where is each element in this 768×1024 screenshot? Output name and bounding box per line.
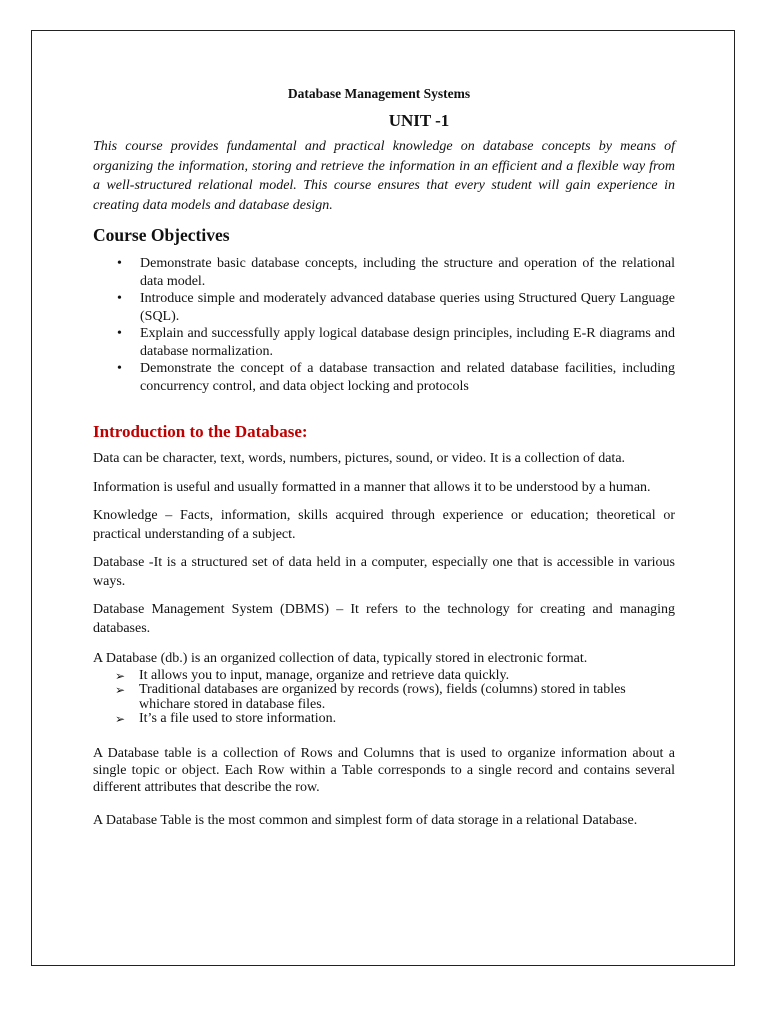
definition-information: Information is useful and usually formatted in a manner that allows it to be understood by a human.: [93, 479, 651, 495]
database-point: ➢ It allows you to input, manage, organize and retrieve data quickly.: [93, 669, 675, 684]
objectives-heading: Course Objectives: [93, 225, 230, 245]
table-paragraph-2: A Database Table is the most common and simplest form of data storage in a relational Database.: [93, 812, 638, 828]
intro-db-heading: Introduction to the Database:: [93, 422, 308, 441]
objective-item: • Introduce simple and moderately advanced database queries using Structured Query Language (SQL).: [93, 290, 675, 325]
objective-item: • Demonstrate the concept of a database transaction and related database facilities, including concurrency control, and data object locking and protocols: [93, 360, 675, 395]
database-points-list: [93, 669, 675, 727]
database-point: ➢ It’s a file used to store information.: [93, 712, 675, 727]
definition-database: Database -It is a structured set of data held in a computer, especially one that is accessible in various ways.: [93, 555, 675, 589]
definition-data: Data can be character, text, words, numbers, pictures, sound, or video. It is a collection of data.: [93, 451, 626, 466]
document-body: [93, 86, 675, 829]
objective-item: • Explain and successfully apply logical database design principles, including E-R diagrams and database normalization.: [93, 325, 675, 360]
course-intro: This course provides fundamental and practical knowledge on database concepts by means of organizing the information, storing and retrieve the information in an efficient and a flexible way from a well-structured relational model. This course ensures that every student will gain experience in creating data models and database design.: [93, 139, 675, 213]
table-paragraph: A Database table is a collection of Rows and Columns that is used to organize information about a single topic or object. Each Row within a Table corresponds to a single record and contains several different attributes that describe the row.: [93, 745, 675, 795]
objective-item: • Demonstrate basic database concepts, including the structure and operation of the relational data model.: [93, 255, 675, 290]
definition-knowledge: Knowledge – Facts, information, skills acquired through experience or education; theoretical or practical understanding of a subject.: [93, 508, 675, 542]
definition-dbms: Database Management System (DBMS) – It refers to the technology for creating and managing databases.: [93, 602, 675, 636]
database-paragraph: A Database (db.) is an organized collection of data, typically stored in electronic format.: [93, 651, 588, 666]
document-title: Database Management Systems: [287, 86, 471, 101]
objectives-list: [93, 255, 675, 395]
unit-heading: UNIT -1: [388, 111, 450, 130]
database-point: ➢ Traditional databases are organized by records (rows), fields (columns) stored in tables whichare stored in database files.: [93, 683, 639, 712]
